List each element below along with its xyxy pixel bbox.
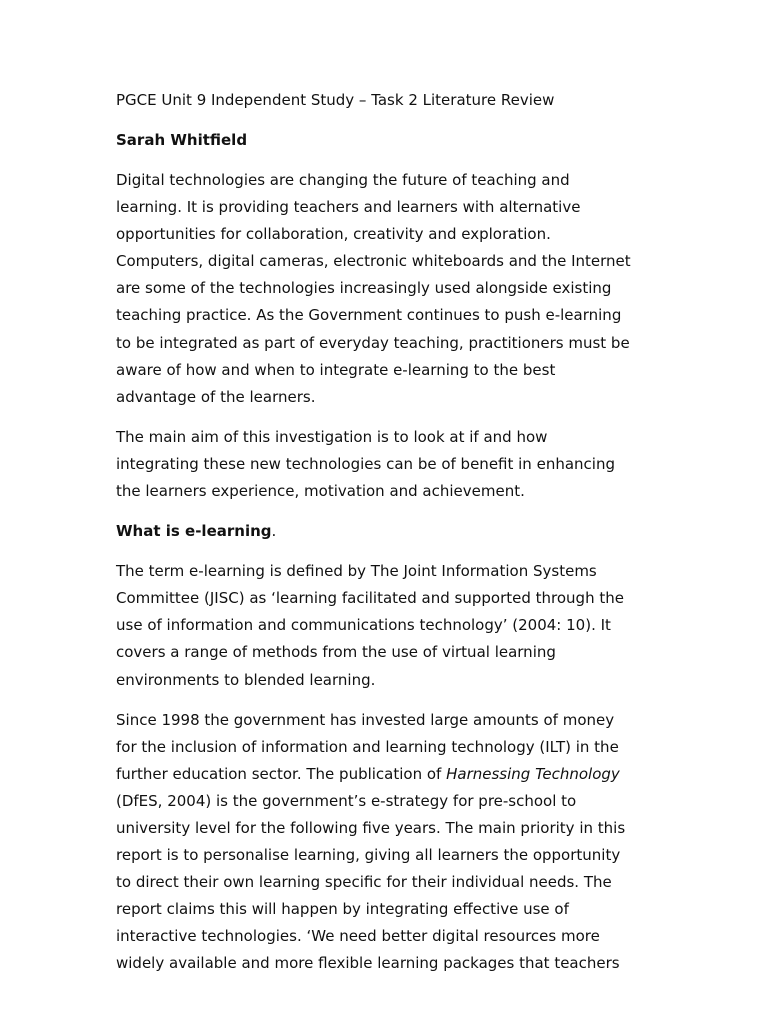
text-line: Digital technologies are changing the future of teaching and [116,171,570,189]
intro-paragraph [116,167,656,411]
text-line: Computers, digital cameras, electronic whiteboards and the Internet [116,252,631,271]
document-title: PGCE Unit 9 Independent Study – Task 2 Literature Review [116,91,555,109]
text-line: for the inclusion of information and learning technology (ILT) in the [116,737,619,756]
text-line: The term e-learning is defined by The Joint Information Systems [116,562,597,581]
government-paragraph [116,707,656,978]
text-line: opportunities for collaboration, creativity and exploration. [116,225,551,244]
text-line: The main aim of this investigation is to look at if and how [116,427,548,446]
section-heading-text: What is e-learning [116,522,272,541]
text-line: university level for the following five years. The main priority in this [116,818,626,837]
text-line: to be integrated as part of everyday teaching, practitioners must be [116,333,630,352]
text-line: aware of how and when to integrate e-learning to the best [116,360,556,379]
text-segment: further education sector. The publication of [116,764,447,783]
text-line: report is to personalise learning, giving all learners the opportunity [116,846,621,865]
text-line: are some of the technologies increasingly used alongside existing [116,279,612,298]
section-heading-dot: . [271,522,277,541]
section-heading [116,518,656,545]
text-line: report claims this will happen by integrating effective use of [116,900,569,919]
text-line: covers a range of methods from the use of virtual learning [116,643,556,662]
author-name: Sarah Whitfield [116,131,248,149]
text-line: widely available and more flexible learning packages that teachers [116,954,620,973]
text-line: to direct their own learning specific for their individual needs. The [116,873,612,892]
text-line: use of information and communications technology’ (2004: 10). It [116,616,611,635]
text-line: environments to blended learning. [116,670,376,689]
text-line: interactive technologies. ‘We need better digital resources more [116,927,600,946]
aim-paragraph [116,424,656,505]
text-line: Since 1998 the government has invested large amounts of money [116,710,615,729]
text-line: the learners experience, motivation and achievement. [116,482,525,501]
text-line: advantage of the learners. [116,387,316,406]
text-line: integrating these new technologies can be of benefit in enhancing [116,454,615,473]
publication-title: Harnessing Technology [446,764,620,783]
text-line: Committee (JISC) as ‘learning facilitated and supported through the [116,589,624,608]
text-line: teaching practice. As the Government continues to push e-learning [116,306,622,325]
definition-paragraph [116,558,656,693]
text-line: learning. It is providing teachers and learners with alternative [116,198,581,217]
text-line: (DfES, 2004) is the government’s e-strategy for pre-school to [116,791,577,810]
text-line [116,761,656,788]
document-page [116,87,656,991]
